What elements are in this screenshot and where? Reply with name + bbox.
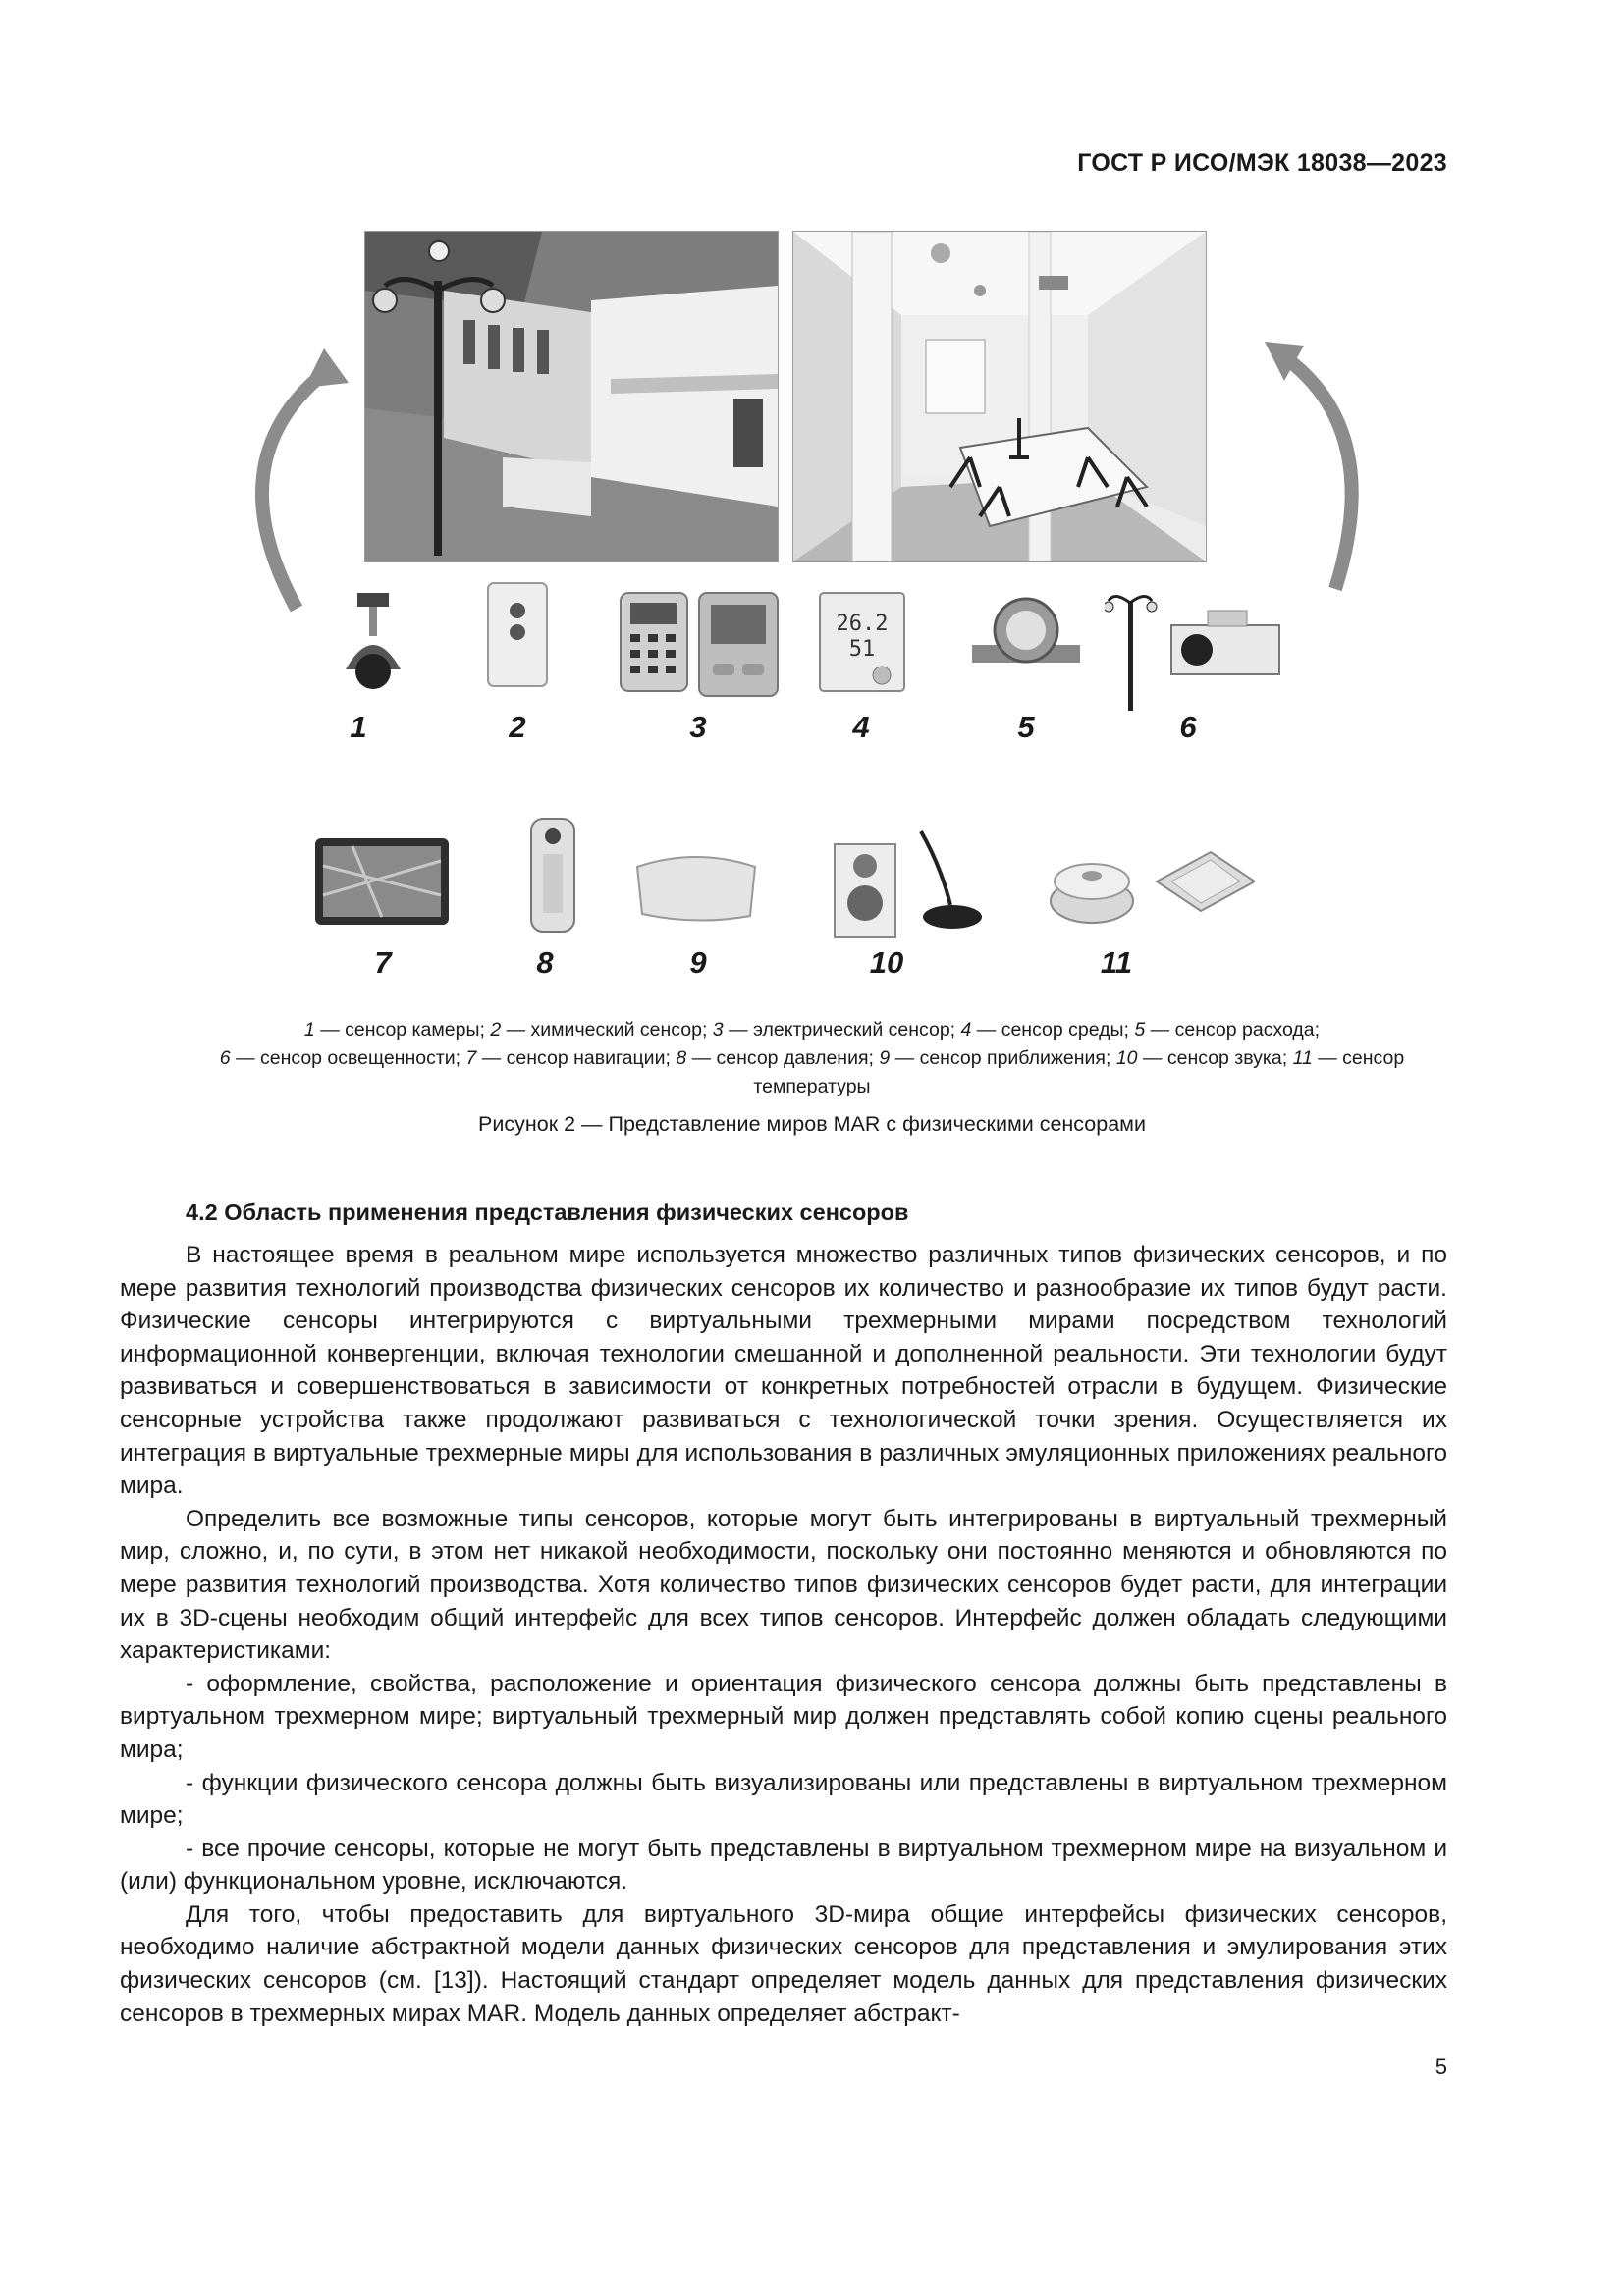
legend-line-1: 1 — сенсор камеры; 2 — химический сенсор; 3 — электрический сенсор; 4 — сенсор среды; 5 — сенсор расхода; [303,1019,1321,1041]
figure-number-5: 5 [1017,710,1035,744]
sound-sensor-icon [833,827,990,939]
svg-text:51: 51 [848,637,876,662]
chemical-sensor-icon [483,581,552,689]
figure-number-1: 1 [350,710,367,744]
flow-sensor-icon [972,591,1080,694]
figure-number-11: 11 [1100,945,1133,980]
page-number: 5 [1435,2055,1447,2079]
proximity-sensor-icon [632,847,760,926]
temperature-sensor-icon [1049,842,1255,931]
arrow-up-left-icon [304,348,349,388]
camera-sensor-icon [334,591,412,699]
paragraph-2: Определить все возможные типы сенсоров, которые могут быть интегрированы в виртуальный трехмерный мир, сложно, и, по сути, в этом нет никакой необходимости, поскольку они постоянно меняются и обновляются по мере развития технологий производства. Хотя количество типов физических сенсоров будет расти, для интеграции их в 3D-сцены необходим общий интерфейс для всех типов сенсоров. Интерфейс должен обладать следующими характеристиками: [120,1505,1447,1665]
figure-number-4: 4 [852,710,870,744]
environment-sensor-icon [818,591,906,694]
list-item-3: - все прочие сенсоры, которые не могут быть представлены в виртуальном трехмерном мире на визуальном и (или) функциональном уровне, исключаются. [120,1835,1447,1896]
figure-number-8: 8 [536,945,554,980]
list-item-2: - функции физического сенсора должны быть визуализированы или представлены в виртуальном трехмерном мире; [120,1769,1447,1830]
pressure-sensor-icon [529,817,576,934]
section-heading: 4.2 Область применения представления физических сенсоров [186,1200,909,1225]
illumination-sensor-icon [1105,581,1281,714]
electric-sensor-icon [619,591,785,699]
figure-number-3: 3 [689,710,707,744]
figure-number-6: 6 [1179,710,1197,744]
figure-legend [177,1016,1447,1101]
figure-number-7: 7 [374,945,392,980]
svg-text:26.2: 26.2 [836,612,889,636]
navigation-sensor-icon [313,836,451,930]
figure-number-10: 10 [869,945,904,980]
document-code: ГОСТ Р ИСО/МЭК 18038—2023 [1077,149,1447,177]
figure-number-9: 9 [689,945,707,980]
figure-caption: Рисунок 2 — Представление миров MAR с физическими сенсорами [478,1112,1146,1136]
legend-line-2: 6 — сенсор освещенности; 7 — сенсор навигации; 8 — сенсор давления; 9 — сенсор приближения; 10 — сенсор звука; 11 — сенсор температуры [219,1047,1405,1097]
list-item-1: - оформление, свойства, расположение и ориентация физического сенсора должны быть представлены в виртуальном трехмерном мире; виртуальный трехмерный мир должен представлять собой копию сцены реального мира; [120,1670,1447,1763]
paragraph-1: В настоящее время в реальном мире используется множество различных типов физических сенсоров, и по мере развития технологий производства физических сенсоров их количество и разнообразие их типов будут расти. Физические сенсоры интегрируются с виртуальными трехмерными мирами посредством технологий информационной конвергенции, включая технологии смешанной и дополненной реальности. Эти технологии будут развиваться и совершенствоваться в зависимости от конкретных потребностей отрасли в будущем. Физические сенсорные устройства также продолжают развиваться с технологической точки зрения. Осуществляется их интеграция в виртуальные трехмерные миры для использования в различных эмуляционных приложениях реального мира. [120,1242,1447,1500]
figure-number-2: 2 [509,710,526,744]
figure-mar-worlds [177,226,1447,1119]
section-body [120,1239,1447,2030]
paragraph-3: Для того, чтобы предоставить для виртуального 3D-мира общие интерфейсы физических сенсоров, необходимо наличие абстрактной модели данных физических сенсоров для представления и эмулирования этих физических сенсоров (см. [13]). Настоящий стандарт определяет модель данных для представления физических сенсоров в трехмерных мирах MAR. Модель данных определяет абстракт- [120,1900,1447,2027]
